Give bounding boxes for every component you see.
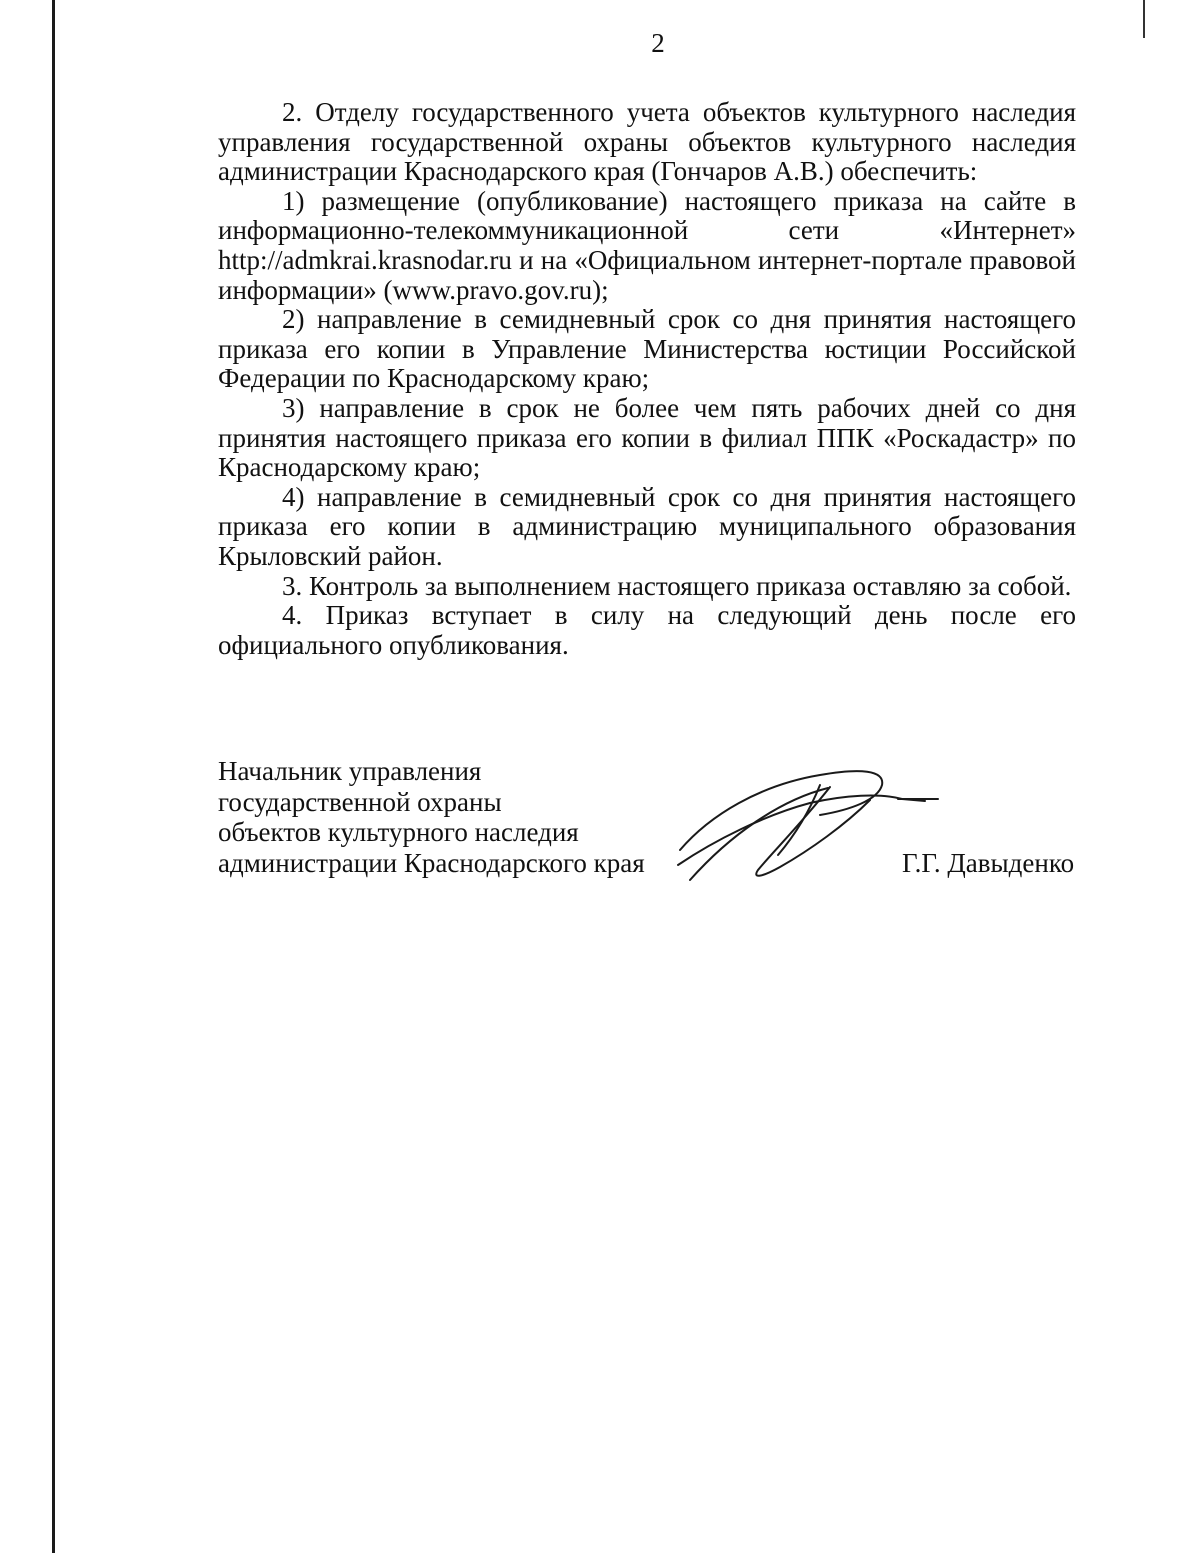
scan-edge-left: [52, 0, 55, 1553]
signatory-name: Г.Г. Давыденко: [902, 848, 1075, 878]
paragraph-subitem-1: 1) размещение (опубликование) настоящего приказа на сайте в информационно-телекоммуникационной сети «Интернет» http://admkrai.krasnodar.ru и на «Официальном интернет-портале правовой информации» (www.pravo.gov.ru);: [218, 185, 1076, 305]
paragraph-subitem-3: 3) направление в срок не более чем пять рабочих дней со дня принятия настоящего приказа его копии в филиал ППК «Роскадастр» по Краснодарскому краю;: [218, 392, 1076, 483]
document-body: [218, 98, 1076, 660]
paragraph-item-2: 2. Отделу государственного учета объектов культурного наследия управления государственной охраны объектов культурного наследия администрации Краснодарского края (Гончаров А.В.) обеспечить:: [218, 97, 1076, 187]
paragraph-item-4: 4. Приказ вступает в силу на следующий день после его официального опубликования.: [218, 600, 1076, 660]
signatory-title-line: государственной охраны: [218, 786, 502, 817]
paragraph-subitem-2: 2) направление в семидневный срок со дня принятия настоящего приказа его копии в Управление Министерства юстиции Российской Федерации по Краснодарскому краю;: [218, 304, 1076, 394]
signatory-title: [218, 756, 645, 878]
paragraph-item-3: 3. Контроль за выполнением настоящего приказа оставляю за собой.: [282, 570, 1072, 601]
signatory-title-line: администрации Краснодарского края: [218, 847, 645, 878]
paragraph-subitem-4: 4) направление в семидневный срок со дня принятия настоящего приказа его копии в администрацию муниципального образования Крыловский район.: [218, 481, 1076, 571]
signatory-title-line: Начальник управления: [218, 756, 482, 786]
signatory-title-line: объектов культурного наследия: [218, 817, 579, 847]
page-number: 2: [651, 28, 665, 58]
